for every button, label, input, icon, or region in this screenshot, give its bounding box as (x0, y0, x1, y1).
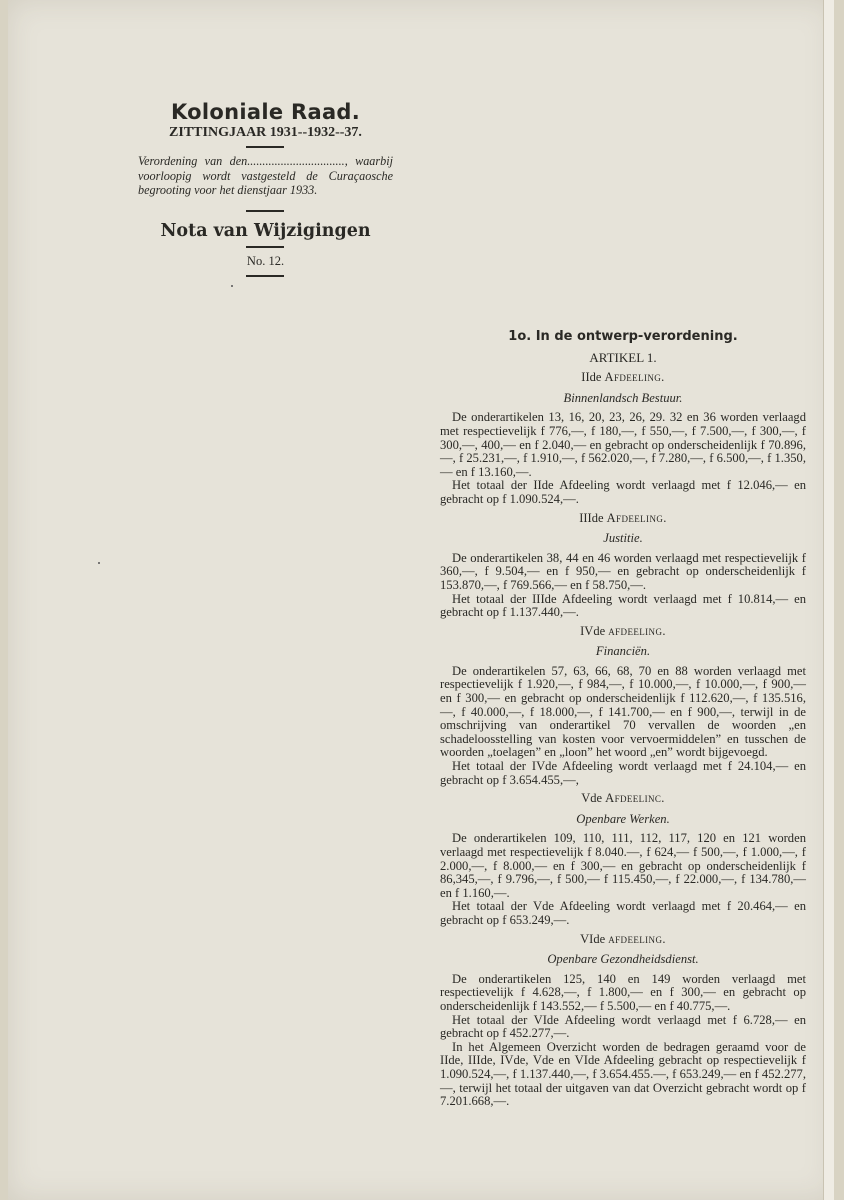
paragraph: Het totaal der Vde Afdeeling wordt verlaagd met f 20.464,— en gebracht op f 653.249,—. (440, 899, 806, 927)
division-heading: Vde Afdeelinc. (581, 791, 665, 806)
division-5 (440, 792, 806, 927)
paragraph: De onderartikelen 13, 16, 20, 23, 26, 29. 32 en 36 worden verlaagd met respectievelijk f 776,—, f 180,—, f 550,—, f 7.500,—, f 300,—, f 300,—, 400,— en f 2.040,— en gebracht op onderscheidenlijk f 70.896,—, f 25.231,—, f 1.910,—, f 562.020,—, f 7.280,—, f 6.500,—, f 1.350,— en f 13.160,—. (440, 410, 806, 479)
paragraph: De onderartikelen 125, 140 en 149 worden verlaagd met respectievelijk f 4.628,—, f 1.800,— en f 300,— en gebracht op onderscheidenlijk f 143.552,— f 5.500,— en f 40.775,—. (440, 971, 806, 1013)
division-heading: IIde Afdeeling. (581, 370, 665, 385)
nota-title: Nota van Wijzigingen (160, 221, 371, 241)
divider (246, 275, 284, 277)
division-name: Justitie. (603, 531, 643, 546)
division-name: Binnenlandsch Bestuur. (563, 390, 683, 405)
paragraph: De onderartikelen 109, 110, 111, 112, 117, 120 en 121 worden verlaagd met respectievelijk f 8.040.—, f 624,— f 500,—, f 1.000,—, f 2.000,—, f 8.000,— en f 300,— en gebracht op onderscheidenlijk f 86,345,—, f 9.796,—, f 500,— f 115.450,—, f 22.000,—, f 134.780,— en f 1.160,—. (440, 831, 806, 900)
amendments-text (440, 330, 806, 1109)
paragraph: De onderartikelen 38, 44 en 46 worden verlaagd met respectievelijk f 360,—, f 9.504,— en f 950,— en gebracht op onderscheidenlijk f 153.870,—, f 769.566,— en f 58.750,—. (440, 550, 806, 592)
division-name: Financiën. (595, 644, 651, 659)
paragraph: De onderartikelen 57, 63, 66, 68, 70 en 88 worden verlaagd met respectievelijk f 1.920,—, f 984,—, f 10.000,—, f 10.000,—, f 900,— en f 300,— en gebracht op onderscheidenlijk f 112.620,—, f 135.516,—, f 40.000,—, f 18.000,—, f 141.700,— en f 900,—, terwijl in de omschrijving van onderartikel 70 vervallen de woorden „en schadeloosstelling van kosten voor vervoermiddelen” en tusschen de woorden „toelagen” en „loon” het woord „en” wordt bijgevoegd. (440, 663, 806, 760)
divider (246, 146, 284, 148)
session-year: ZITTINGJAAR 1931--1932--37. (169, 125, 362, 140)
division-heading: IVde afdeeling. (580, 623, 666, 638)
division-heading: IIIde Afdeeling. (579, 510, 667, 525)
page-edge (823, 0, 834, 1200)
paragraph: Het totaal der IIIde Afdeeling wordt verlaagd met f 10.814,— en gebracht op f 1.137.440,—. (440, 591, 806, 620)
council-title: Koloniale Raad. (170, 100, 361, 124)
article-heading: ARTIKEL 1. (589, 349, 657, 365)
paragraph: In het Algemeen Overzicht worden de bedragen geraamd voor de IIde, IIIde, IVde, Vde en VIde Afdeeling gebracht op respectievelijk f 1.090.524,—, f 1.137.440,—, f 3.654.455.—, f 653.249,— en f 452.277,—, terwijl het totaal der uitgaven van dat Overzicht gebracht wordt op f 7.201.668,—. (440, 1039, 806, 1109)
divider (246, 210, 284, 212)
paragraph: Het totaal der IIde Afdeeling wordt verlaagd met f 12.046,— en gebracht op f 1.090.524,—. (440, 478, 806, 506)
division-2 (440, 371, 806, 506)
divider (246, 246, 284, 248)
print-speck (98, 562, 100, 564)
document-number: No. 12. (246, 254, 285, 268)
section-heading: 1o. In de ontwerp-verordening. (508, 329, 738, 344)
paragraph: Het totaal der VIde Afdeeling wordt verlaagd met f 6.728,— en gebracht op f 452.277,—. (440, 1012, 806, 1041)
ordinance-intro: Verordening van den................................, waarbij voorloopig wordt vastgesteld de Curaçaosche begrooting voor het dienstjaar 1933. (138, 154, 393, 197)
division-name: Openbare Werken. (576, 811, 670, 826)
division-6 (440, 933, 806, 1109)
division-heading: VIde afdeeling. (580, 931, 666, 946)
print-speck (231, 285, 233, 287)
document-page (8, 0, 834, 1200)
division-3 (440, 512, 806, 620)
division-name: Openbare Gezondheidsdienst. (547, 952, 699, 967)
division-4 (440, 625, 806, 788)
paragraph: Het totaal der IVde Afdeeling wordt verlaagd met f 24.104,— en gebracht op f 3.654.455,—, (440, 759, 806, 787)
